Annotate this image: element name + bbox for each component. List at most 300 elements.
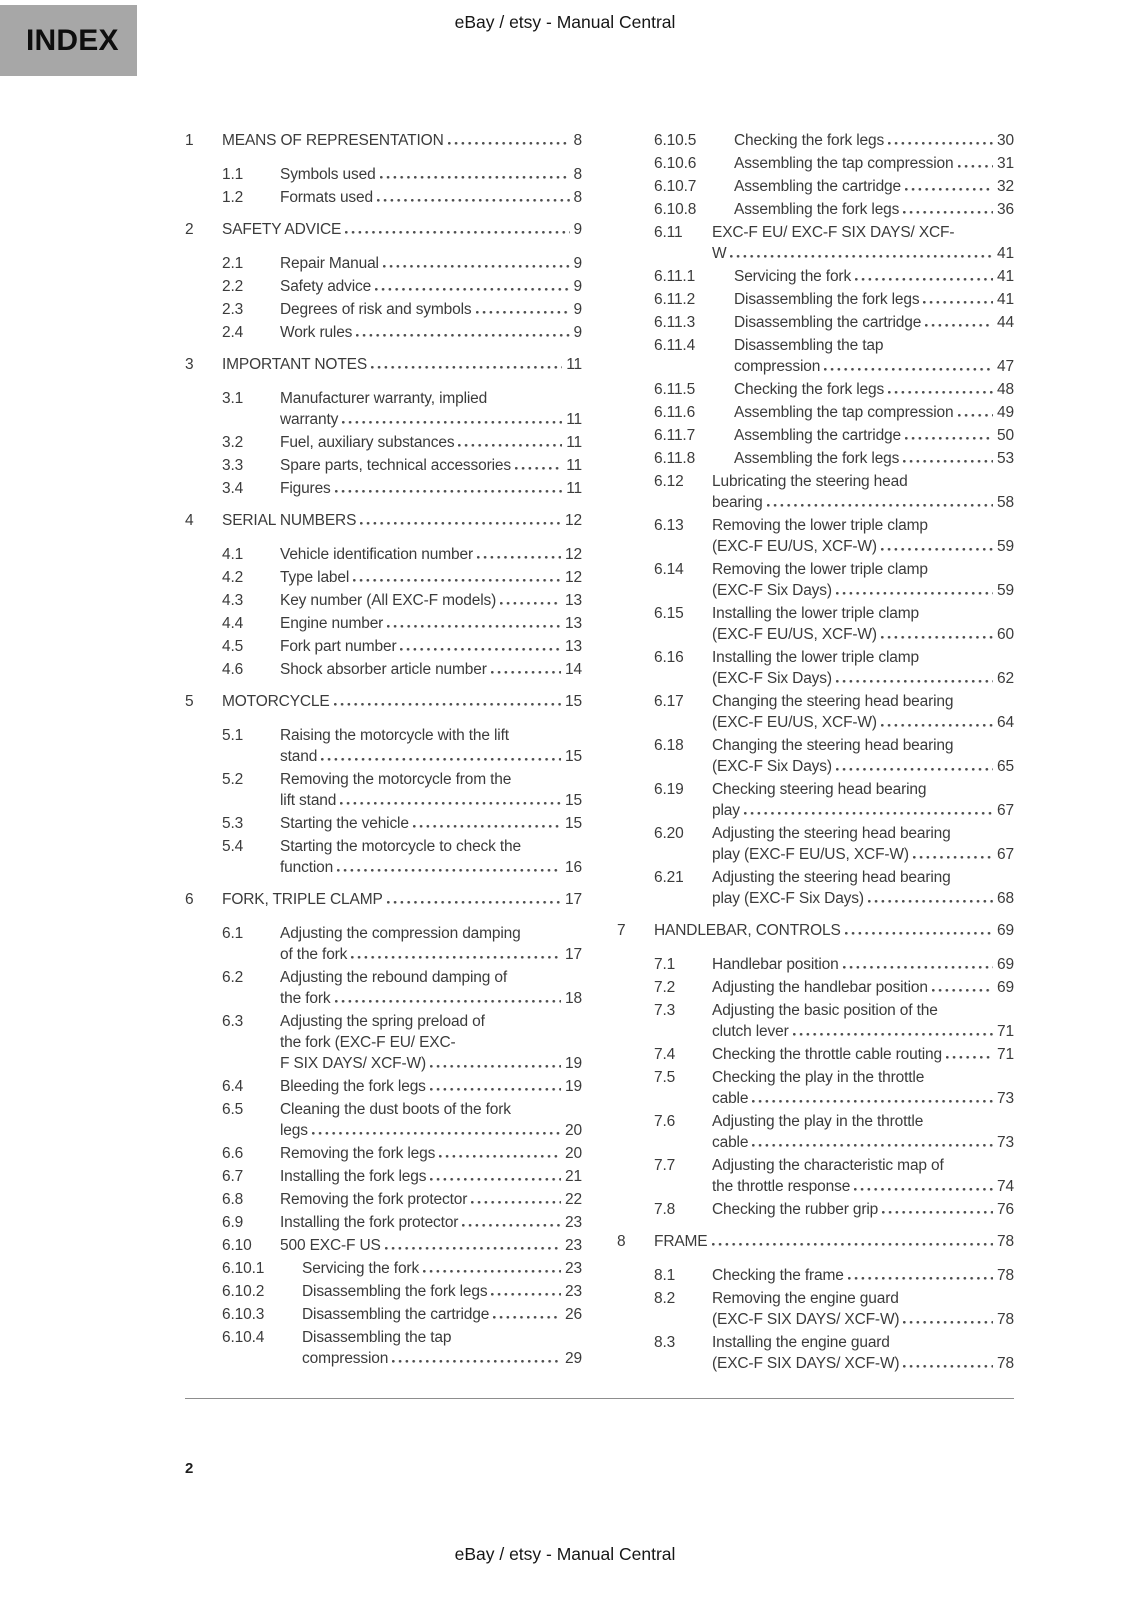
toc-entry-body bbox=[712, 1199, 1014, 1220]
toc-entry-body bbox=[712, 603, 1014, 645]
toc-entry bbox=[654, 1265, 1014, 1286]
toc-entry-body bbox=[222, 691, 582, 712]
toc-entry-title-line: Adjusting the spring preload of bbox=[280, 1013, 485, 1030]
toc-entry-body bbox=[654, 1231, 1014, 1252]
dot-leader bbox=[881, 724, 993, 727]
toc-entry-page: 67 bbox=[997, 802, 1014, 819]
toc-entry-number: 4.1 bbox=[222, 546, 244, 563]
toc-entry-body bbox=[712, 1000, 1014, 1042]
toc-entry-last-line bbox=[280, 432, 582, 453]
toc-entry-body bbox=[712, 1332, 1014, 1374]
toc-entry-title: Formats used bbox=[280, 189, 373, 206]
toc-entry-title: Disassembling the cartridge bbox=[734, 314, 922, 331]
toc-entry-page: 58 bbox=[997, 494, 1014, 511]
dot-leader bbox=[430, 1178, 561, 1181]
toc-entry-last-line bbox=[712, 668, 1014, 689]
toc-entry-body bbox=[280, 322, 582, 343]
toc-entry-number: 6.2 bbox=[222, 969, 244, 986]
toc-entry-page: 9 bbox=[573, 278, 582, 295]
dot-leader bbox=[925, 324, 993, 327]
dot-leader bbox=[903, 460, 993, 463]
toc-entry-page: 78 bbox=[997, 1267, 1014, 1284]
toc-entry bbox=[222, 1099, 582, 1141]
toc-entry bbox=[654, 735, 1014, 777]
toc-entry bbox=[222, 769, 582, 811]
toc-entry-body bbox=[280, 636, 582, 657]
toc-entry bbox=[654, 1111, 1014, 1153]
dot-leader bbox=[752, 1144, 993, 1147]
toc-entry-title: Assembling the fork legs bbox=[734, 201, 900, 218]
toc-entry-title-line: Lubricating the steering head bbox=[712, 473, 908, 490]
dot-leader bbox=[491, 671, 561, 674]
toc-entry-title: Degrees of risk and symbols bbox=[280, 301, 472, 318]
toc-entry bbox=[222, 1143, 582, 1164]
toc-entry-page: 44 bbox=[997, 314, 1014, 331]
toc-entry-page: 11 bbox=[566, 480, 582, 497]
toc-entry-title: Assembling the tap compression bbox=[734, 404, 954, 421]
toc-entry-title: lift stand bbox=[280, 792, 337, 809]
toc-entry-number: 6.11.4 bbox=[654, 337, 696, 354]
toc-entry-last-line bbox=[654, 1231, 1014, 1252]
toc-entry-title: (EXC-F EU/US, XCF-W) bbox=[712, 538, 877, 555]
dot-leader bbox=[903, 1321, 993, 1324]
toc-entry-body bbox=[712, 954, 1014, 975]
toc-entry-page: 73 bbox=[997, 1134, 1014, 1151]
toc-entry-body bbox=[280, 1099, 582, 1141]
toc-entry-last-line bbox=[712, 1353, 1014, 1374]
toc-entry-title-line: Disassembling the tap bbox=[734, 337, 884, 354]
toc-entry-body bbox=[734, 266, 1014, 287]
toc-entry bbox=[654, 1288, 1014, 1330]
toc-entry-body bbox=[712, 471, 1014, 513]
toc-entry-title: (EXC-F SIX DAYS/ XCF-W) bbox=[712, 1311, 900, 1328]
dot-leader bbox=[321, 758, 561, 761]
toc-entry-number: 6.8 bbox=[222, 1191, 244, 1208]
toc-entry-number: 3.3 bbox=[222, 457, 244, 474]
toc-entry-number: 7.5 bbox=[654, 1069, 676, 1086]
toc-entry-last-line bbox=[712, 1044, 1014, 1065]
toc-entry bbox=[222, 276, 582, 297]
toc-entry-title-line: Checking steering head bearing bbox=[712, 781, 927, 798]
toc-entry-page: 8 bbox=[573, 189, 582, 206]
dot-leader bbox=[500, 602, 561, 605]
toc-entry-title-line: EXC-F EU/ EXC-F SIX DAYS/ XCF- bbox=[712, 224, 955, 241]
toc-entry-page: 20 bbox=[565, 1122, 582, 1139]
toc-entry-title: Type label bbox=[280, 569, 350, 586]
toc-entry bbox=[222, 613, 582, 634]
toc-entry-title-line: Adjusting the rebound damping of bbox=[280, 969, 508, 986]
toc-entry-body bbox=[734, 289, 1014, 310]
toc-entry-page: 71 bbox=[997, 1046, 1014, 1063]
toc-entry-last-line bbox=[734, 199, 1014, 220]
toc-entry-title: Assembling the fork legs bbox=[734, 450, 900, 467]
toc-entry-last-line bbox=[734, 312, 1014, 333]
dot-leader bbox=[356, 334, 569, 337]
toc-entry-last-line bbox=[712, 1088, 1014, 1109]
toc-entry bbox=[222, 253, 582, 274]
toc-entry-title: Removing the fork protector bbox=[280, 1191, 468, 1208]
toc-entry-title: (EXC-F SIX DAYS/ XCF-W) bbox=[712, 1355, 900, 1372]
toc-entry-body bbox=[280, 967, 582, 1009]
toc-entry-number: 4 bbox=[185, 512, 194, 529]
toc-entry-number: 7.2 bbox=[654, 979, 676, 996]
toc-entry-last-line bbox=[712, 492, 1014, 513]
toc-entry-number: 7.3 bbox=[654, 1002, 676, 1019]
toc-entry-last-line bbox=[222, 219, 582, 240]
toc-entry-last-line bbox=[712, 756, 1014, 777]
toc-entry-number: 1.2 bbox=[222, 189, 244, 206]
toc-entry-number: 6.17 bbox=[654, 693, 684, 710]
toc-entry-title: stand bbox=[280, 748, 318, 765]
dot-leader bbox=[413, 825, 561, 828]
toc-entry-number: 6.10.2 bbox=[222, 1283, 265, 1300]
toc-entry-body bbox=[222, 889, 582, 910]
toc-entry-body bbox=[734, 425, 1014, 446]
toc-entry-page: 9 bbox=[573, 255, 582, 272]
toc-entry-title: SERIAL NUMBERS bbox=[222, 512, 357, 529]
toc-entry bbox=[654, 289, 1014, 310]
toc-entry-page: 17 bbox=[565, 946, 582, 963]
toc-entry-last-line bbox=[712, 536, 1014, 557]
toc-entry-title: compression bbox=[302, 1350, 389, 1367]
toc-entry-number: 6.11.1 bbox=[654, 268, 696, 285]
toc-entry-number: 2.3 bbox=[222, 301, 244, 318]
toc-entry-title-line: Adjusting the basic position of the bbox=[712, 1002, 938, 1019]
toc-entry-title-line: Adjusting the characteristic map of bbox=[712, 1157, 944, 1174]
toc-entry-title: Assembling the tap compression bbox=[734, 155, 954, 172]
toc-entry-last-line bbox=[280, 322, 582, 343]
toc-entry-number: 6.10.1 bbox=[222, 1260, 265, 1277]
footer-page-number: 2 bbox=[185, 1460, 194, 1477]
toc-entry-page: 59 bbox=[997, 582, 1014, 599]
toc-entry-title: Engine number bbox=[280, 615, 384, 632]
toc-entry-last-line bbox=[280, 1235, 582, 1256]
toc-entry-body bbox=[734, 448, 1014, 469]
toc-entry-page: 62 bbox=[997, 670, 1014, 687]
toc-entry-page: 14 bbox=[565, 661, 582, 678]
toc-entry-body bbox=[280, 659, 582, 680]
toc-entry-last-line bbox=[734, 176, 1014, 197]
toc-entry-body bbox=[280, 276, 582, 297]
toc-entry-last-line bbox=[712, 1132, 1014, 1153]
toc-entry bbox=[222, 567, 582, 588]
toc-entry-title: Key number (All EXC-F models) bbox=[280, 592, 497, 609]
toc-entry-number: 4.2 bbox=[222, 569, 244, 586]
toc-entry bbox=[222, 388, 582, 430]
dot-leader bbox=[383, 265, 570, 268]
toc-entry-title: Vehicle identification number bbox=[280, 546, 473, 563]
toc-entry-title: Starting the vehicle bbox=[280, 815, 409, 832]
dot-leader bbox=[848, 1277, 993, 1280]
toc-entry-last-line bbox=[222, 510, 582, 531]
dot-leader bbox=[400, 648, 561, 651]
dot-leader bbox=[752, 1100, 993, 1103]
toc-entry-body bbox=[302, 1327, 582, 1369]
toc-entry-page: 67 bbox=[997, 846, 1014, 863]
toc-entry-number: 6.11.7 bbox=[654, 427, 696, 444]
dot-leader bbox=[340, 802, 561, 805]
toc-entry-body bbox=[280, 164, 582, 185]
toc-entry bbox=[654, 515, 1014, 557]
toc-entry-last-line bbox=[280, 813, 582, 834]
toc-entry-number: 6.3 bbox=[222, 1013, 244, 1030]
toc-entry-body bbox=[734, 176, 1014, 197]
toc-entry-title: (EXC-F Six Days) bbox=[712, 670, 832, 687]
toc-entry-last-line bbox=[734, 289, 1014, 310]
dot-leader bbox=[371, 366, 562, 369]
toc-entry-title: Repair Manual bbox=[280, 255, 379, 272]
toc-entry-page: 20 bbox=[565, 1145, 582, 1162]
toc-entry-page: 17 bbox=[565, 891, 582, 908]
toc-entry-number: 5.1 bbox=[222, 727, 244, 744]
toc-entry-last-line bbox=[280, 746, 582, 767]
toc-entry-last-line bbox=[712, 800, 1014, 821]
toc-entry bbox=[654, 1199, 1014, 1220]
dot-leader bbox=[387, 625, 561, 628]
toc-entry-number: 4.3 bbox=[222, 592, 244, 609]
toc-entry bbox=[222, 1076, 582, 1097]
toc-entry-number: 2.4 bbox=[222, 324, 244, 341]
toc-entry-last-line bbox=[280, 590, 582, 611]
toc-entry bbox=[222, 813, 582, 834]
toc-entry-title-line: Changing the steering head bearing bbox=[712, 693, 954, 710]
toc-entry-body bbox=[280, 1189, 582, 1210]
toc-entry-last-line bbox=[222, 130, 582, 151]
toc-entry-page: 9 bbox=[573, 221, 582, 238]
dot-leader bbox=[439, 1155, 561, 1158]
toc-entry-number: 6.4 bbox=[222, 1078, 244, 1095]
toc-entry-title: F SIX DAYS/ XCF-W) bbox=[280, 1055, 426, 1072]
dot-leader bbox=[932, 989, 993, 992]
toc-entry-body bbox=[280, 813, 582, 834]
toc-entry-number: 6.7 bbox=[222, 1168, 244, 1185]
toc-entry-last-line bbox=[712, 624, 1014, 645]
toc-entry-title: FORK, TRIPLE CLAMP bbox=[222, 891, 383, 908]
toc-entry-title-line: Adjusting the compression damping bbox=[280, 925, 521, 942]
toc-entry-last-line bbox=[734, 448, 1014, 469]
toc-entry-title-line: Installing the lower triple clamp bbox=[712, 649, 919, 666]
toc-entry-last-line bbox=[712, 1176, 1014, 1197]
dot-leader bbox=[903, 211, 993, 214]
index-tab-label: INDEX bbox=[26, 23, 119, 57]
toc-entry-number: 6.21 bbox=[654, 869, 684, 886]
dot-leader bbox=[430, 1065, 561, 1068]
dot-leader bbox=[387, 901, 561, 904]
toc-entry-number: 7.8 bbox=[654, 1201, 676, 1218]
dot-leader bbox=[462, 1224, 561, 1227]
toc-entry-page: 9 bbox=[573, 324, 582, 341]
toc-entry bbox=[654, 559, 1014, 601]
dot-leader bbox=[946, 1056, 993, 1059]
dot-leader bbox=[888, 391, 993, 394]
toc-entry-body bbox=[280, 1235, 582, 1256]
toc-entry-title: compression bbox=[734, 358, 821, 375]
toc-entry-title: Installing the fork protector bbox=[280, 1214, 459, 1231]
toc-entry-last-line bbox=[280, 659, 582, 680]
toc-entry-page: 68 bbox=[997, 890, 1014, 907]
toc-entry-body bbox=[222, 354, 582, 375]
toc-entry-number: 7.4 bbox=[654, 1046, 676, 1063]
toc-entry-page: 19 bbox=[565, 1055, 582, 1072]
toc-entry-last-line bbox=[280, 1143, 582, 1164]
toc-entry-number: 6.18 bbox=[654, 737, 684, 754]
footer-rule bbox=[185, 1398, 1014, 1399]
toc-entry-last-line bbox=[734, 266, 1014, 287]
toc-entry-title: Figures bbox=[280, 480, 331, 497]
toc-entry-last-line bbox=[712, 243, 1014, 264]
toc-entry bbox=[654, 603, 1014, 645]
toc-entry-title: Checking the throttle cable routing bbox=[712, 1046, 942, 1063]
toc-entry-last-line bbox=[712, 1309, 1014, 1330]
toc-entry-body bbox=[712, 867, 1014, 909]
toc-entry-number: 5.2 bbox=[222, 771, 244, 788]
toc-entry-last-line bbox=[734, 130, 1014, 151]
toc-entry-title: IMPORTANT NOTES bbox=[222, 356, 368, 373]
toc-entry-last-line bbox=[734, 356, 1014, 377]
toc-entry-page: 21 bbox=[565, 1168, 582, 1185]
toc-entry-number: 4.6 bbox=[222, 661, 244, 678]
toc-entry-title: Spare parts, technical accessories bbox=[280, 457, 511, 474]
toc-entry bbox=[654, 1044, 1014, 1065]
toc-entry-last-line bbox=[280, 1212, 582, 1233]
toc-entry-number: 6.20 bbox=[654, 825, 684, 842]
toc-entry bbox=[222, 1304, 582, 1325]
dot-leader bbox=[903, 1365, 993, 1368]
toc-entry-body bbox=[712, 1067, 1014, 1109]
toc-entry bbox=[654, 402, 1014, 423]
toc-entry-body bbox=[280, 590, 582, 611]
toc-entry-body bbox=[280, 1166, 582, 1187]
dot-leader bbox=[913, 856, 993, 859]
toc-entry-last-line bbox=[712, 1021, 1014, 1042]
dot-leader bbox=[448, 142, 570, 145]
toc-entry-body bbox=[712, 779, 1014, 821]
toc-entry-last-line bbox=[280, 164, 582, 185]
toc-entry bbox=[654, 779, 1014, 821]
toc-entry-title: play bbox=[712, 802, 740, 819]
toc-entry bbox=[654, 1067, 1014, 1109]
toc-entry-body bbox=[280, 187, 582, 208]
toc-entry-page: 8 bbox=[573, 132, 582, 149]
toc-entry-title: warranty bbox=[280, 411, 339, 428]
toc-entry-last-line bbox=[280, 613, 582, 634]
toc-entry-number: 8.2 bbox=[654, 1290, 676, 1307]
toc-entry-number: 4.4 bbox=[222, 615, 244, 632]
toc-entry-title-line: Starting the motorcycle to check the bbox=[280, 838, 521, 855]
toc-entry-body bbox=[280, 769, 582, 811]
toc-entry-last-line bbox=[712, 1199, 1014, 1220]
toc-entry bbox=[654, 379, 1014, 400]
dot-leader bbox=[744, 812, 993, 815]
toc-entry-number: 6.6 bbox=[222, 1145, 244, 1162]
toc-entry-number: 5 bbox=[185, 693, 194, 710]
toc-entry-title: MOTORCYCLE bbox=[222, 693, 330, 710]
toc-entry-title: W bbox=[712, 245, 727, 262]
toc-entry-title: Checking the rubber grip bbox=[712, 1201, 879, 1218]
toc-entry-title: bearing bbox=[712, 494, 763, 511]
toc-entry bbox=[222, 1281, 582, 1302]
toc-entry-number: 4.5 bbox=[222, 638, 244, 655]
dot-leader bbox=[458, 444, 562, 447]
dot-leader bbox=[958, 414, 994, 417]
toc-entry-title: Checking the frame bbox=[712, 1267, 844, 1284]
toc-entry-body bbox=[280, 544, 582, 565]
toc-entry-title-line: Adjusting the steering head bearing bbox=[712, 869, 951, 886]
toc-entry bbox=[222, 1212, 582, 1233]
toc-entry-title: function bbox=[280, 859, 334, 876]
toc-entry-number: 6.11 bbox=[654, 224, 683, 241]
toc-entry-body bbox=[654, 920, 1014, 941]
toc-entry bbox=[185, 219, 582, 240]
toc-entry bbox=[222, 299, 582, 320]
toc-entry bbox=[222, 1189, 582, 1210]
toc-entry-page: 53 bbox=[997, 450, 1014, 467]
toc-entry-number: 6.10.3 bbox=[222, 1306, 265, 1323]
toc-entry-title-line: Adjusting the steering head bearing bbox=[712, 825, 951, 842]
dot-leader bbox=[471, 1201, 561, 1204]
toc-entry-number: 6.15 bbox=[654, 605, 684, 622]
toc-entry bbox=[222, 636, 582, 657]
toc-entry-body bbox=[280, 253, 582, 274]
toc-entry bbox=[185, 691, 582, 712]
dot-leader bbox=[905, 437, 993, 440]
toc-entry-page: 49 bbox=[997, 404, 1014, 421]
toc-entry-page: 12 bbox=[565, 569, 582, 586]
dot-leader bbox=[380, 176, 570, 179]
dot-leader bbox=[824, 368, 993, 371]
toc-entry-body bbox=[280, 478, 582, 499]
toc-entry-body bbox=[712, 735, 1014, 777]
toc-entry-title-line: Manufacturer warranty, implied bbox=[280, 390, 488, 407]
toc-entry-last-line bbox=[302, 1304, 582, 1325]
toc-entry-last-line bbox=[712, 1265, 1014, 1286]
toc-entry-page: 12 bbox=[565, 546, 582, 563]
toc-entry-title: (EXC-F EU/US, XCF-W) bbox=[712, 626, 877, 643]
toc-entry bbox=[185, 510, 582, 531]
toc-entry-title: (EXC-F EU/US, XCF-W) bbox=[712, 714, 877, 731]
footer-title: eBay / etsy - Manual Central bbox=[454, 1544, 676, 1564]
toc-entry-page: 8 bbox=[573, 166, 582, 183]
toc-entry-page: 41 bbox=[997, 245, 1014, 262]
toc-entry-page: 15 bbox=[565, 792, 582, 809]
toc-entry-last-line bbox=[280, 1076, 582, 1097]
toc-entry-number: 7 bbox=[617, 922, 626, 939]
toc-entry-page: 69 bbox=[997, 956, 1014, 973]
dot-leader bbox=[335, 1000, 562, 1003]
toc-entry-body bbox=[302, 1281, 582, 1302]
toc-entry-last-line bbox=[712, 844, 1014, 865]
toc-entry-page: 41 bbox=[997, 268, 1014, 285]
toc-entry-title: Safety advice bbox=[280, 278, 372, 295]
dot-leader bbox=[353, 579, 561, 582]
toc-entry-title: Checking the fork legs bbox=[734, 381, 885, 398]
toc-entry-body bbox=[712, 559, 1014, 601]
dot-leader bbox=[392, 1360, 561, 1363]
toc-entry-number: 6.11.2 bbox=[654, 291, 696, 308]
dot-leader bbox=[375, 288, 569, 291]
toc-entry-title-line: Installing the lower triple clamp bbox=[712, 605, 919, 622]
toc-entry-last-line bbox=[280, 544, 582, 565]
toc-entry-number: 8.1 bbox=[654, 1267, 676, 1284]
toc-entry-title-line: Adjusting the play in the throttle bbox=[712, 1113, 924, 1130]
toc-entry-page: 64 bbox=[997, 714, 1014, 731]
toc-entry-number: 2.2 bbox=[222, 278, 244, 295]
toc-column-right bbox=[617, 130, 1014, 1376]
toc-entry-title-line: Disassembling the tap bbox=[302, 1329, 452, 1346]
toc-entry-page: 31 bbox=[997, 155, 1014, 172]
toc-entry-number: 5.3 bbox=[222, 815, 244, 832]
dot-leader bbox=[958, 165, 994, 168]
